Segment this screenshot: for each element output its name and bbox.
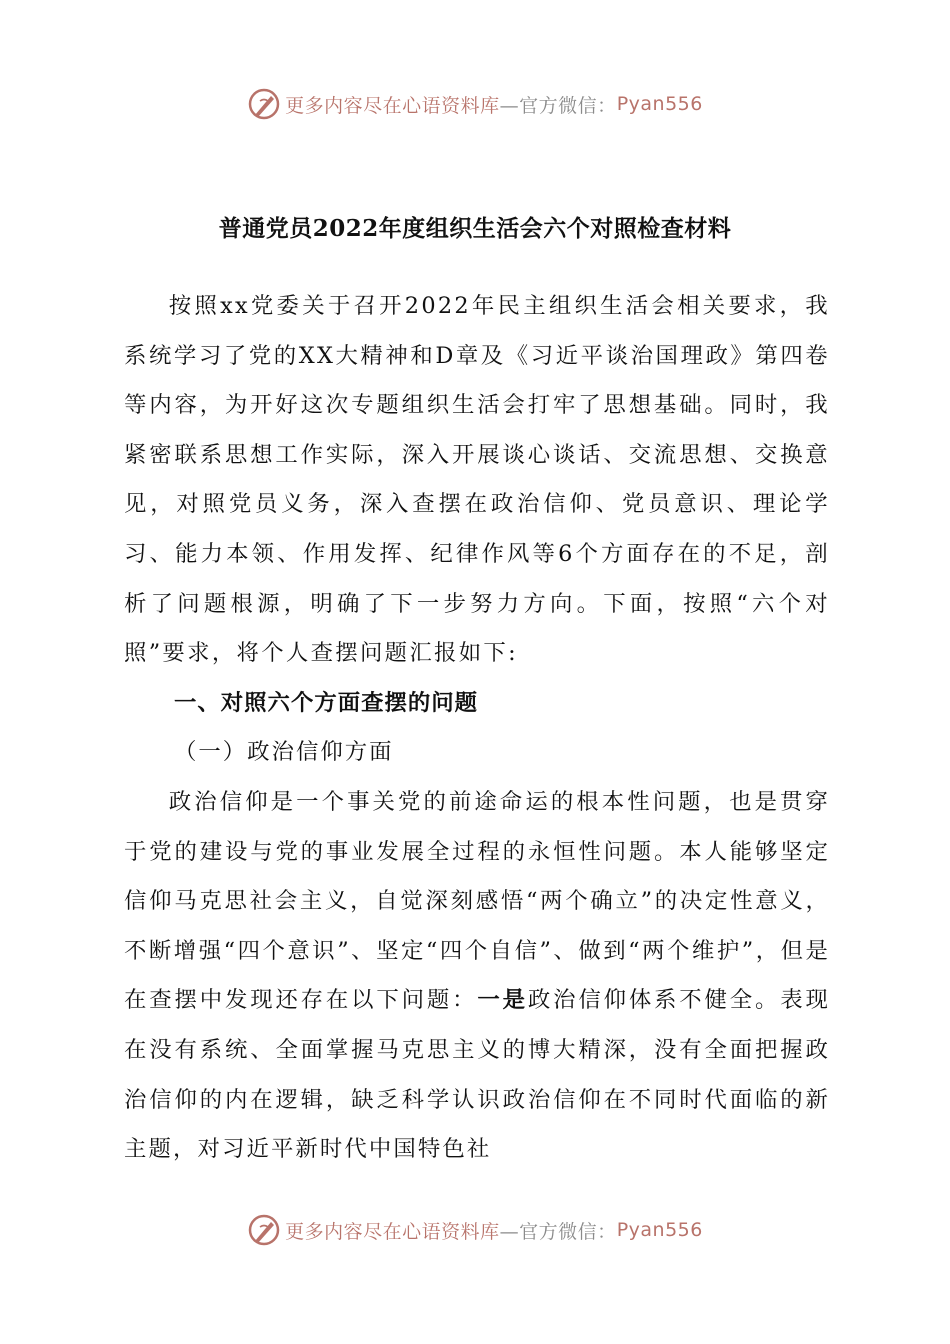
pen-circle-logo-icon <box>247 1213 281 1247</box>
subsection-heading: （一）政治信仰方面 <box>174 739 394 766</box>
watermark-wechat-id: Pyan556 <box>616 1219 703 1241</box>
watermark-footer <box>0 1210 950 1250</box>
section-heading: 一、对照六个方面查摆的问题 <box>174 689 479 716</box>
document-body <box>124 282 830 1175</box>
paragraph-text-start: 政治信仰是一个事关党的前途命运的根本性问题，也是贯穿于党的建设与党的事业发展全过程的永恒性问题。本人能够坚定信仰马克思社会主义，自觉深刻感悟“两个确立”的决定性意义，不断增强“四个意识”、坚定“四个自信”、做到“两个维护”，但是在查摆中发现还存在以下问题： <box>124 788 830 1014</box>
watermark-text-main: 更多内容尽在心语资料库 <box>285 1220 500 1243</box>
watermark-wechat-id: Pyan556 <box>616 93 703 115</box>
emphasis-text: 一是 <box>477 987 528 1014</box>
pen-circle-logo-icon <box>247 87 281 121</box>
document-title: 普通党员2022年度组织生活会六个对照检查材料 <box>218 215 732 242</box>
watermark-text-main: 更多内容尽在心语资料库 <box>285 94 500 117</box>
watermark-text-separator: —官方微信： <box>499 94 617 117</box>
paragraph-text-end: 政治信仰体系不健全。表现在没有系统、全面掌握马克思主义的博大精深，没有全面把握政治信仰的内在逻辑，缺乏科学认识政治信仰在不同时代面临的新主题，对习近平新时代中国特色社 <box>124 987 830 1163</box>
body-paragraph <box>124 778 830 1175</box>
watermark-header <box>0 84 950 124</box>
watermark-text-separator: —官方微信： <box>499 1220 617 1243</box>
intro-paragraph: 按照xx党委关于召开2022年民主组织生活会相关要求，我系统学习了党的XX大精神和D章及《习近平谈治国理政》第四卷等内容，为开好这次专题组织生活会打牢了思想基础。同时，我紧密联系思想工作实际，深入开展谈心谈话、交流思想、交换意见，对照党员义务，深入查摆在政治信仰、党员意识、理论学习、能力本领、作用发挥、纪律作风等6个方面存在的不足，剖析了问题根源，明确了下一步努力方向。下面，按照“六个对照”要求，将个人查摆问题汇报如下: <box>124 293 830 667</box>
